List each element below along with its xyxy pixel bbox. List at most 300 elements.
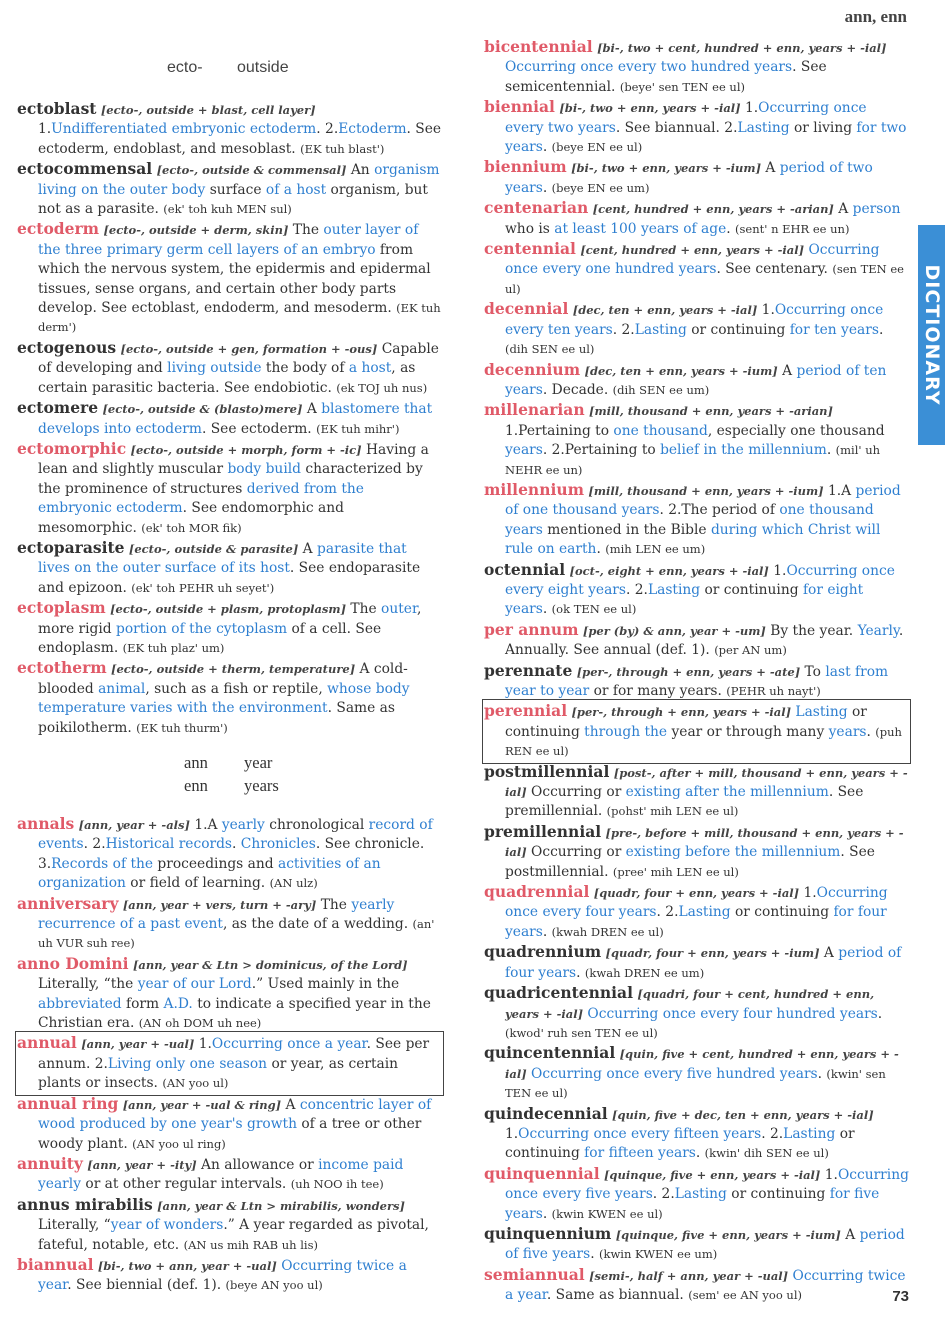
entry-quadricentennial [484,983,909,1043]
headword: premillennial [484,821,602,841]
etymology: [ann, year + -ual] [81,1037,195,1052]
entry-per-annum [484,620,909,661]
definition-highlight: organism living on the outer body [38,162,440,198]
headword: annus mirabilis [17,1194,153,1214]
headword: ectoblast [17,99,97,118]
entry-centenarian [484,198,909,239]
pronunciation: (beye' sen TEN ee ul) [619,79,745,94]
section-heading-ann [184,751,279,797]
pronunciation: (pree' mih LEN ee ul) [612,864,739,879]
headword: quadricentennial [484,983,633,1003]
definition-text: . [542,601,552,618]
entry-ectoplasm [17,598,442,658]
definition-text: . [596,541,606,558]
definition-text: 1. [505,1125,519,1142]
entry-anno-domini [17,954,442,1034]
definition-highlight: period of ten years [505,362,887,398]
pronunciation: (kwin' sen TEN ee ul) [505,1066,886,1101]
entry-perennial [484,701,909,761]
pronunciation: (sen TEN ee ul) [505,262,904,296]
headword: annual ring [17,1093,119,1113]
definition-highlight: one thousand years [505,502,874,538]
definition-text: or at other regular intervals. [81,1176,291,1193]
etymology: [ann, year + vers, turn + -ary] [122,897,317,912]
definition-highlight: blastomere that develops into ectoderm [38,401,433,437]
ecto-entries [17,99,442,738]
definition-text: of a cell. See endoplasm. [38,620,382,656]
definition-highlight: Occurring once every two years [505,100,867,136]
definition-highlight: period of four years [505,945,902,981]
pronunciation: (ok TEN ee ul) [551,602,637,617]
definition-text: Having a lean and slightly muscular [38,441,429,478]
enn-entries [484,37,909,1306]
definition-text: By the year. [765,622,858,639]
definition-text: or continuing [700,581,803,598]
definition-text: 1. [194,1036,212,1053]
definition-highlight: period of five years [505,1226,905,1263]
definition-text: . See premillennial. [505,784,864,820]
definition-highlight: Lasting [634,321,687,338]
entry-ectomere [17,398,442,439]
definition-highlight: Historical records [105,836,233,853]
headword: millennium [484,479,585,499]
root-enn-meaning: years [244,776,279,795]
definition-highlight: abbreviated [38,995,122,1012]
definition-text: . See endomorphic and mesomorphic. [38,500,344,536]
headword: ectoplasm [17,598,106,618]
definition-highlight: for two years [505,119,907,156]
definition-highlight: period of two years [505,160,873,196]
etymology: [ann, year & Ltn > mirabilis, wonders] [157,1198,405,1213]
headword: perennial [484,701,568,721]
definition-highlight: animal [98,680,146,697]
definition-text: , especially one thousand [707,422,885,439]
etymology: [bi-, two + cent, hundred + enn, years + -ial] [597,41,887,55]
definition-text: . See endoparasite and epizoon. [38,560,421,596]
definition-text: . Decade. [542,381,613,398]
definition-text: 1.A [189,817,222,833]
entry-quindecennial [484,1104,909,1164]
pronunciation: (EK tuh thurm') [136,720,228,735]
definition-highlight: Ectoderm [338,121,407,138]
definition-highlight: derived from the embryonic ectoderm [38,480,364,517]
definition-text: The [346,601,382,618]
headword: annals [17,814,75,833]
entry-centennial [484,239,909,299]
definition-highlight: at least 100 years of age [554,220,727,237]
definition-highlight: Lasting [674,1186,727,1203]
etymology: [oct-, eight + enn, years + -ial] [569,563,769,578]
entry-semiannual [484,1265,909,1306]
definition-highlight: existing before the millennium [625,844,841,861]
definition-text: or continuing [505,1125,855,1162]
definition-text: A [777,362,797,379]
definition-text: the body of [261,360,349,377]
entry-annual [17,1033,442,1093]
entry-premillennial [484,822,909,882]
definition-highlight: portion of the cytoplasm [116,620,288,637]
definition-text: of a tree or other woody plant. [38,1116,422,1152]
headword: ectocommensal [17,159,153,179]
pronunciation: (uh NOO ih tee) [290,1177,384,1192]
headword: quinquennium [484,1223,612,1243]
definition-highlight: Occurring once every two hundred years [505,59,793,76]
definition-text: An [346,162,375,179]
headword: anno Domini [17,953,129,973]
definition-highlight: last from year to year [505,663,889,699]
definition-text: or living [789,119,857,136]
definition-text: . [232,836,241,853]
pronunciation: (sem' ee AN yoo ul) [688,1288,802,1303]
etymology: [ecto-, outside + plasm, protoplasm] [110,602,347,617]
definition-highlight: Lasting [678,904,731,921]
definition-text: 1. [740,100,759,117]
dictionary-tab [918,225,945,445]
headword: decennial [484,299,569,319]
definition-text: . 2. [626,581,648,598]
definition-highlight: record of events [38,817,433,853]
entry-ectomorphic [17,439,442,538]
definition-text: A [302,401,322,418]
entry-annual-ring [17,1094,442,1154]
headword: biennial [484,97,555,117]
definition-highlight: living outside [167,360,262,377]
root-enn: enn [184,776,208,795]
definition-text: proceedings and [153,855,278,872]
definition-highlight: for ten years [789,321,879,338]
entry-biennium [484,157,909,198]
definition-text: A [840,1226,860,1243]
definition-highlight: Occurring once every one hundred years [505,242,880,278]
definition-text: A [833,201,853,218]
headword: quinquennial [484,1163,600,1183]
definition-text: Literally, “ [38,1217,111,1234]
headword: quindecennial [484,1103,608,1123]
definition-text: Occurring or [526,844,626,861]
definition-text: . [542,139,552,156]
pronunciation: (EK tuh blast') [300,141,385,156]
definition-text: . [542,179,552,196]
etymology: [ann, year + -ity] [87,1157,197,1172]
definition-text: A [281,1096,300,1113]
definition-highlight: Chronicles [240,836,316,853]
definition-text: or year, as certain plants or insects. [38,1055,399,1092]
definition-text: or continuing [686,321,790,338]
etymology: [quin, five + cent, hundred + enn, years + -ial] [505,1047,899,1081]
entry-quincentennial [484,1043,909,1103]
definition-highlight: for five years [505,1186,880,1222]
definition-text: or for many years. [589,683,727,699]
definition-text: or field of learning. [125,875,270,892]
definition-highlight: Undifferentiated embryonic ectoderm [51,121,317,138]
definition-text: .” A year regarded as pivotal, fateful, notable, etc. [38,1217,429,1253]
pronunciation: (EK tuh derm') [38,301,441,335]
headword: octennial [484,559,566,579]
definition-highlight: years [505,442,543,459]
entry-quinquennial [484,1164,909,1224]
pronunciation: (AN oh DOM uh nee) [138,1016,262,1031]
entry-ectocommensal [17,159,442,219]
definition-text: surface [205,181,266,198]
headword: biannual [17,1254,94,1274]
pronunciation: (puh REN ee ul) [505,724,902,759]
definition-highlight: during which Christ will rule on earth [505,521,881,558]
definition-highlight: body build [227,461,301,478]
etymology: [quinque, five + enn, years + -ium] [615,1227,841,1242]
definition-text: . 2. [316,121,339,138]
definition-text: , as certain parasitic bacteria. See endobiotic. [38,360,416,396]
headword: ectoderm [17,219,100,239]
definition-text: . [726,220,736,237]
pronunciation: (dih SEN ee ul) [505,342,595,357]
definition-text: . See ectoderm. [201,420,317,437]
etymology: [per-, through + enn, years + -ate] [576,664,801,679]
etymology: [pre-, before + mill, thousand + enn, years + -ial] [505,825,904,860]
definition-highlight: Occurring once every five hundred years [531,1065,818,1082]
definition-text: , more rigid [38,601,422,637]
headword: perennate [484,660,573,680]
etymology: [ecto-, outside + therm, temperature] [111,662,356,677]
definition-highlight: for four years [505,904,887,940]
entry-annals [17,814,442,894]
definition-highlight: year of our Lord [137,976,252,993]
definition-text: The [288,222,324,239]
etymology: [ecto-, outside & parasite] [128,541,299,556]
definition-highlight: Occurring once a year [211,1036,367,1053]
pronunciation: (EK tuh plaz' um) [122,640,225,655]
definition-text: . 2. [761,1125,784,1142]
definition-highlight: Occurring twice a year [38,1257,407,1294]
definition-text: 1. [38,121,52,138]
pronunciation: (AN us mih RAB uh lis) [183,1237,318,1252]
definition-highlight: Lasting [783,1125,836,1142]
definition-text: . [542,1205,552,1222]
definition-text: A [298,540,318,557]
definition-text: . 2.Pertaining to [542,442,661,459]
pronunciation: (ek' toh MOR fik) [141,520,242,535]
definition-highlight: outer [381,601,418,618]
definition-highlight: yearly [221,817,265,833]
definition-text: 1. [757,302,775,319]
definition-text: . [878,321,884,338]
pronunciation: (kwin' dih SEN ee ul) [704,1146,829,1161]
entry-biannual [17,1255,442,1296]
etymology: [bi-, two + enn, years + -ial] [559,101,741,116]
etymology: [cent, hundred + enn, years + -ial] [580,243,805,258]
headword: annual [17,1033,77,1053]
definition-text: A [819,945,839,962]
root-ann: ann [184,753,208,772]
definition-text: 1.A [823,482,856,499]
pronunciation: (kwod' ruh sen TEN ee ul) [505,1025,658,1040]
definition-highlight: years [828,723,867,740]
entry-millennium [484,480,909,560]
pronunciation: (per AN um) [714,643,787,658]
definition-highlight: parasite that lives on the outer surface of its host [38,540,407,577]
pronunciation: (mil' uh NEHR ee un) [505,443,881,477]
definition-text: . See semicentennial. [505,59,827,95]
headword: decennium [484,359,581,379]
etymology: [dec, ten + enn, years + -ial] [572,303,758,318]
entry-octennial [484,560,909,620]
definition-text: . 2.The period of [659,502,780,519]
pronunciation: (dih SEN ee um) [612,382,710,397]
headword: ectomere [17,398,99,418]
root-ecto-meaning: outside [237,59,289,76]
definition-highlight: Occurring once every five years [505,1166,909,1203]
headword: biennium [484,157,567,177]
headword: centennial [484,239,576,259]
definition-highlight: for eight years [505,581,864,618]
entry-decennial [484,299,909,359]
definition-text: 1. [768,562,787,579]
definition-text: . Same as biannual. [546,1287,689,1304]
etymology: [ann, year + -ual & ring] [122,1097,282,1112]
entry-bicentennial [484,37,909,97]
definition-text: . 2. [652,1186,675,1203]
etymology: [dec, ten + enn, years + -ium] [584,363,778,378]
definition-text: A [761,160,780,177]
etymology: [semi-, half + ann, year + -ual] [589,1268,789,1283]
headword: centenarian [484,198,589,218]
definition-highlight: existing after the millennium [625,784,829,801]
definition-highlight: period of one thousand years [505,482,901,519]
pronunciation: (kwah DREN ee ul) [551,924,664,939]
etymology: [ecto-, outside + gen, formation + -ous] [120,341,378,356]
definition-text: Occurring or [526,784,626,801]
definition-highlight: Occurring once every fifteen years [518,1125,762,1142]
entry-quadrennium [484,942,909,983]
pronunciation: (sent' n EHR ee un) [735,221,850,236]
definition-text: or continuing [730,904,834,921]
definition-highlight: concentric layer of wood produced by one year's growth [38,1096,432,1133]
definition-highlight: Yearly [857,622,899,639]
definition-text: mentioned in the Bible [542,521,711,538]
definition-highlight: belief in the millennium [660,442,827,459]
pronunciation: (EK tuh mihr') [316,421,400,436]
definition-text: , such as a fish or reptile, [145,680,328,697]
definition-text: year or through many [667,723,829,740]
definition-highlight: through the [584,723,668,740]
definition-text: . Annually. See annual (def. 1). [505,622,904,659]
headword: annuity [17,1153,83,1173]
etymology: [quadri, four + cent, hundred + enn, years + -ial] [505,987,875,1021]
entry-postmillennial [484,762,909,822]
definition-text: . [817,1065,827,1082]
definition-text: form [121,995,164,1012]
definition-highlight: outer layer of the three primary germ cell layers of an embryo [38,222,419,258]
entry-perennate [484,661,909,702]
definition-text: . See biennial (def. 1). [67,1277,226,1294]
etymology: [bi-, two + ann, year + -ual] [97,1258,277,1273]
etymology: [per (by) & ann, year + -um] [582,623,766,638]
headword: bicentennial [484,37,593,56]
entry-annus-mirabilis [17,1195,442,1255]
definition-highlight: for fifteen years [584,1145,696,1162]
etymology: [ecto-, outside + derm, skin] [103,223,289,238]
headword: quadrennial [484,882,590,902]
entry-ectotherm [17,658,442,738]
etymology: [post-, after + mill, thousand + enn, years + -ial] [505,765,908,800]
definition-text: . See ectoderm, endoblast, and mesoblast. [38,121,442,157]
definition-highlight: A.D. [163,995,193,1012]
definition-text: chronological [264,817,369,833]
pronunciation: (beye EN ee um) [551,180,650,195]
definition-text: . 2. [656,904,679,921]
section-heading-ecto [167,59,289,77]
definition-text: To [800,663,826,680]
entry-decennium [484,360,909,401]
etymology: [ecto-, outside & commensal] [156,163,347,178]
entry-ectoderm [17,219,442,337]
headword: ectoparasite [17,537,125,557]
pronunciation: (kwah DREN ee um) [584,965,705,980]
etymology: [quadr, four + enn, years + -ial] [593,886,800,901]
pronunciation: (pohst' mih LEN ee ul) [606,804,739,819]
definition-text: 1. [820,1166,838,1183]
pronunciation: (ek TOJ uh nus) [336,380,428,395]
definition-text: . [877,1005,883,1022]
entry-annuity [17,1154,442,1195]
definition-text: A cold-blooded [38,661,408,697]
pronunciation: (PEHR uh nayt') [726,684,821,698]
definition-highlight: yearly recurrence of a past event [38,896,395,933]
headword: semiannual [484,1264,585,1284]
definition-highlight: person [852,201,901,218]
definition-text: . Same as poikilotherm. [38,700,395,736]
definition-highlight: Occurring once every four years [505,885,888,921]
definition-text: to indicate a specified year in the Christian era. [38,995,431,1032]
definition-text: . [695,1145,705,1162]
definition-text: organism, but not as a parasite. [38,181,428,218]
dictionary-tab-label: DICTIONARY [920,264,943,406]
pronunciation: (kwin KWEN ee um) [599,1247,718,1262]
definition-highlight: Occurring once every four hundred years [587,1005,878,1022]
definition-highlight: Occurring twice a year [505,1267,906,1304]
definition-text: . See per annum. 2. [38,1036,430,1072]
definition-highlight: one thousand [613,422,708,439]
definition-text: Literally, “the [38,976,138,993]
pronunciation: (ek' toh PEHR uh seyet') [131,580,275,595]
entry-ectoblast [17,99,442,159]
definition-text: . [826,442,836,459]
definition-highlight: Living only one season [107,1055,268,1072]
definition-highlight: activities of an organization [38,855,381,892]
pronunciation: (AN yoo ul) [162,1076,229,1091]
definition-text: . [590,1246,599,1263]
definition-text: .” Used mainly in the [251,976,400,993]
definition-text: , as the date of a wedding. [222,916,413,933]
etymology: [quinque, five + enn, years + -ial] [603,1167,821,1182]
headword: millenarian [484,400,585,420]
definition-text: . [866,723,876,740]
definition-text: 1.Pertaining to [505,422,614,439]
definition-text: . See centenary. [716,261,833,278]
definition-text: . See chronicle. 3. [38,836,425,872]
definition-highlight: Occurring once every eight years [505,562,895,598]
root-ecto: ecto- [167,59,203,76]
pronunciation: (AN yoo ul ring) [132,1136,226,1151]
definition-text: . [576,964,585,981]
ann-entries [17,814,442,1296]
headword: ectotherm [17,658,107,678]
etymology: [ecto-, outside & (blasto)mere] [102,402,303,417]
headword: quadrennium [484,942,602,962]
definition-highlight: Occurring once every ten years [505,302,884,338]
pronunciation: (AN ulz) [269,876,318,891]
guide-words: ann, enn [844,7,907,26]
headword: per annum [484,619,579,639]
